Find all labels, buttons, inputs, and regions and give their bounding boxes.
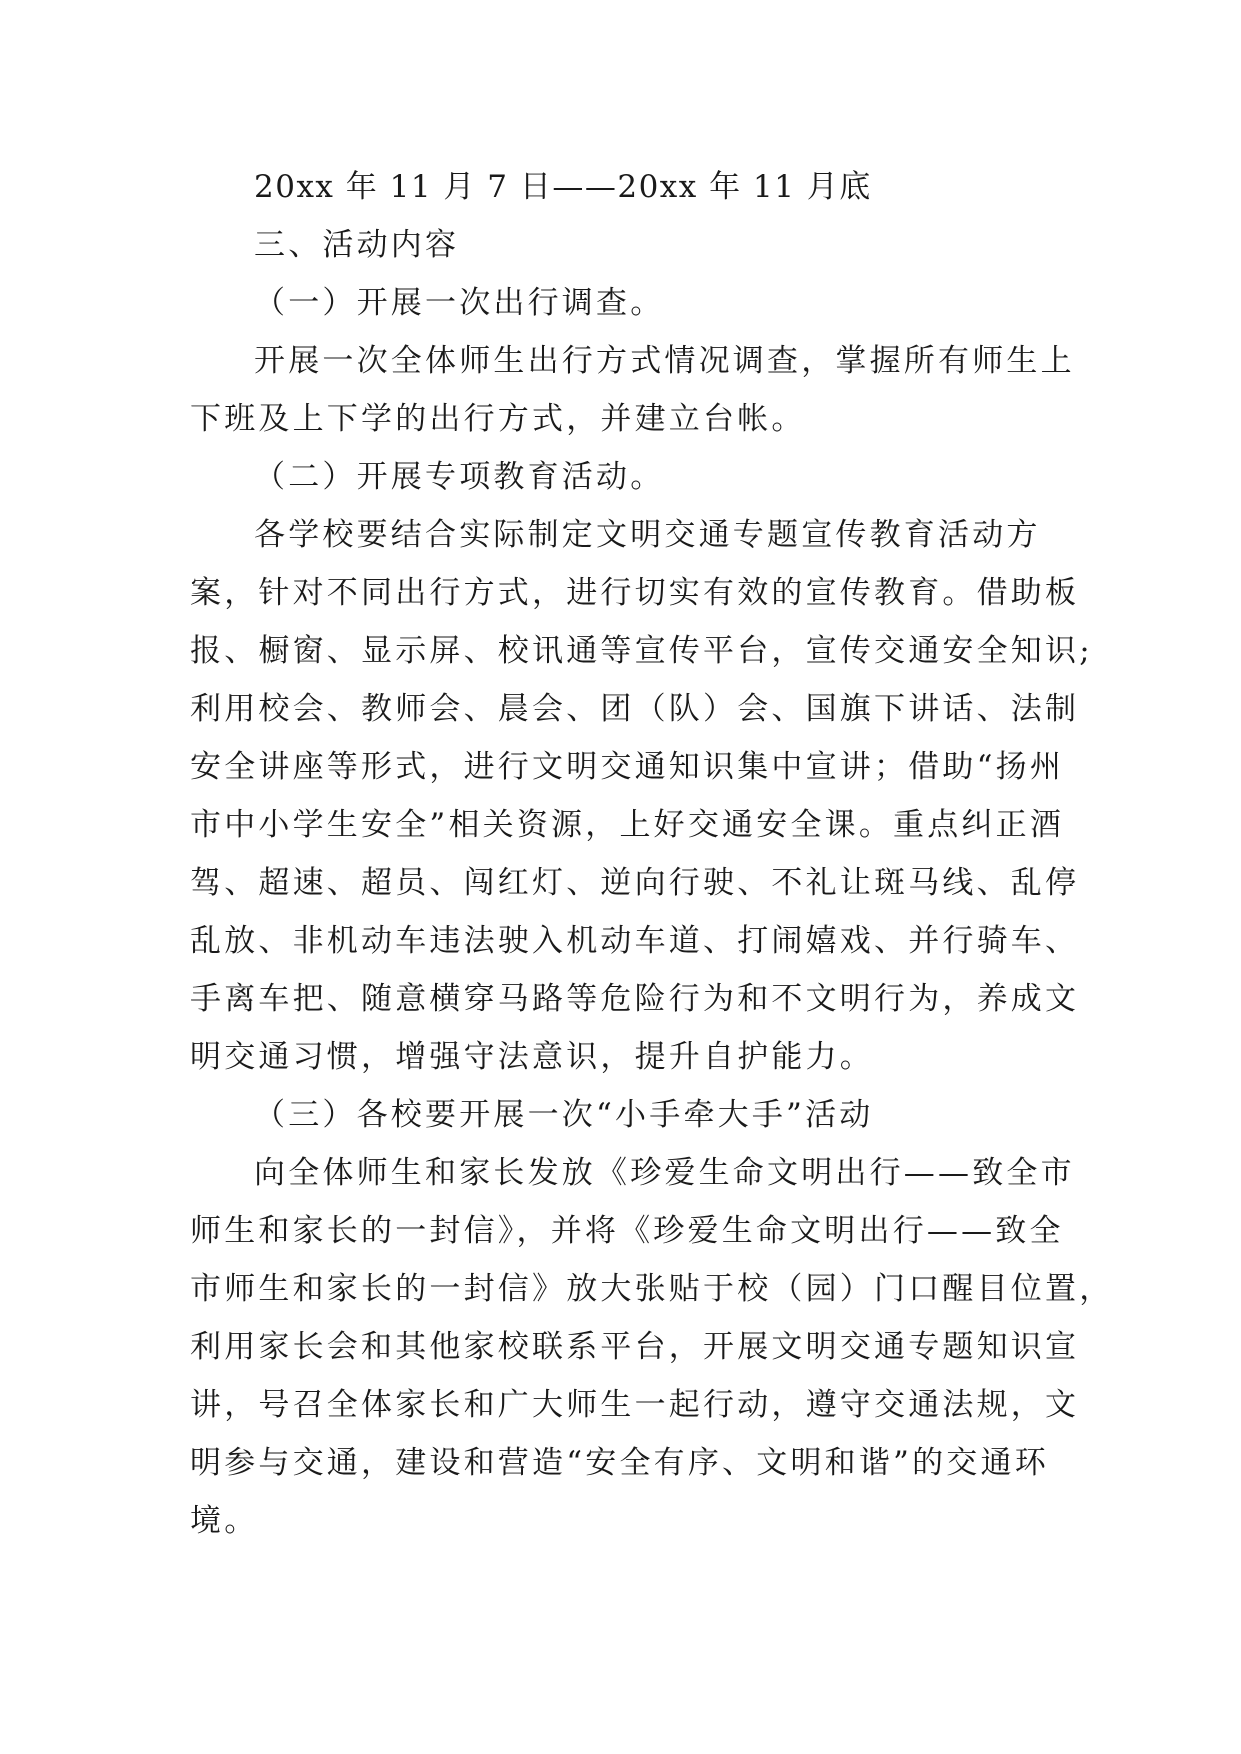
paragraph-line: 各学校要结合实际制定文明交通专题宣传教育活动方 xyxy=(254,517,1041,553)
paragraph-line: 手离车把、随意横穿马路等危险行为和不文明行为，养成文 xyxy=(190,981,1080,1017)
paragraph-line: 明交通习惯，增强守法意识，提升自护能力。 xyxy=(190,1039,874,1075)
document-body xyxy=(190,158,1114,1550)
section-heading: 三、活动内容 xyxy=(254,227,460,263)
subsection-heading: （一）开展一次出行调查。 xyxy=(254,285,665,321)
paragraph-line: 安全讲座等形式，进行文明交通知识集中宣讲；借助“扬州 xyxy=(190,749,1065,785)
paragraph-line: 利用家长会和其他家校联系平台，开展文明交通专题知识宣 xyxy=(190,1329,1080,1365)
subsection-heading: （三）各校要开展一次“小手牵大手”活动 xyxy=(254,1097,874,1133)
paragraph-line: 向全体师生和家长发放《珍爱生命文明出行——致全市 xyxy=(254,1155,1075,1191)
paragraph-line: 讲，号召全体家长和广大师生一起行动，遵守交通法规，文 xyxy=(190,1387,1080,1423)
subsection-heading: （二）开展专项教育活动。 xyxy=(254,459,665,495)
paragraph-line: 驾、超速、超员、闯红灯、逆向行驶、不礼让斑马线、乱停 xyxy=(190,865,1080,901)
paragraph-line: 开展一次全体师生出行方式情况调查，掌握所有师生上 xyxy=(254,343,1075,379)
paragraph-line: 明参与交通，建设和营造“安全有序、文明和谐”的交通环 xyxy=(190,1445,1049,1481)
paragraph-line: 市师生和家长的一封信》放大张贴于校（园）门口醒目位置， xyxy=(190,1271,1114,1307)
paragraph-line: 利用校会、教师会、晨会、团（队）会、国旗下讲话、法制 xyxy=(190,691,1080,727)
paragraph-line: 师生和家长的一封信》，并将《珍爱生命文明出行——致全 xyxy=(190,1213,1064,1249)
paragraph-line: 下班及上下学的出行方式，并建立台帐。 xyxy=(190,401,806,437)
paragraph-line: 市中小学生安全”相关资源，上好交通安全课。重点纠正酒 xyxy=(190,807,1065,843)
paragraph-line: 案，针对不同出行方式，进行切实有效的宣传教育。借助板 xyxy=(190,575,1080,611)
activity-period-line: 20xx 年 11 月 7 日——20xx 年 11 月底 xyxy=(254,169,872,205)
paragraph-line: 乱放、非机动车违法驶入机动车道、打闹嬉戏、并行骑车、 xyxy=(190,923,1080,959)
paragraph-line: 境。 xyxy=(190,1503,259,1539)
paragraph-line: 报、橱窗、显示屏、校讯通等宣传平台，宣传交通安全知识; xyxy=(190,633,1093,669)
